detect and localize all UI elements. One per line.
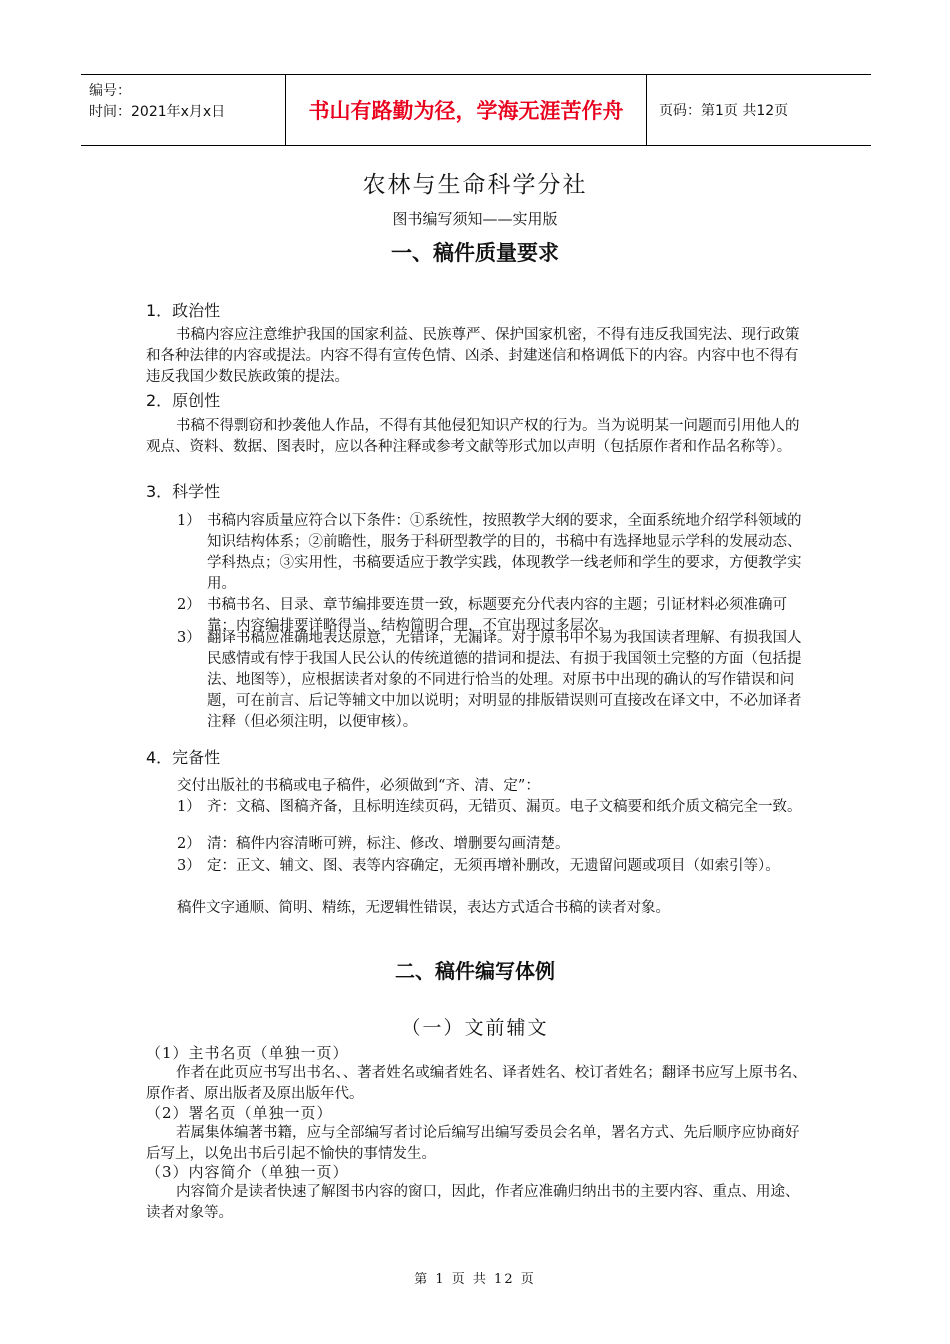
list-item — [177, 628, 811, 733]
list-item-text: 书稿书名、目录、章节编排要连贯一致，标题要充分代表内容的主题；引证材料必须准确可靠；内容编排要详略得当、结构简明合理，不宜出现过多层次。 — [207, 597, 787, 634]
label-signature-page: （2）署名页（单独一页） — [146, 1104, 333, 1122]
header-time: 时间：2021年x月x日 — [89, 104, 226, 120]
list-item — [177, 834, 811, 855]
heading-originality: 2．原创性 — [146, 391, 221, 410]
heading-scientific: 3．科学性 — [146, 482, 221, 501]
list-item-text: 清：稿件内容清晰可辨，标注、修改、增删要勾画清楚。 — [207, 836, 570, 852]
paragraph-signature-page: 若属集体编著书籍，应与全部编写者讨论后编写出编写委员会名单，署名方式、先后顺序应协商好后写上，以免出书后引起不愉快的事情发生。 — [146, 1125, 800, 1162]
paragraph-completeness-intro: 交付出版社的书稿或电子稿件，必须做到“齐、清、定”： — [177, 778, 540, 794]
document-subtitle: 图书编写须知——实用版 — [392, 210, 558, 228]
section-2-heading: 二、稿件编写体例 — [395, 959, 555, 983]
list-item-text: 齐：文稿、图稿齐备，且标明连续页码，无错页、漏页。电子文稿要和纸介质文稿完全一致。 — [207, 799, 802, 815]
list-item-number: 2） — [177, 836, 201, 852]
list-item-text: 翻译书稿应准确地表达原意，无错译，无漏译。对于原书中不易为我国读者理解、有损我国人民感情或有悖于我国人民公认的传统道德的措词和提法、有损于我国领土完整的方面（包括提法、地图等），应根据读者对象的不同进行恰当的处理。对原书中出现的确认的写作错误和问题，可在前言、后记等辅文中加以说明；对明显的排版错误则可直接改在译文中，不必加译者注释（但必须注明，以便审核）。 — [207, 630, 802, 730]
list-item — [177, 797, 811, 818]
paragraph-completeness-outro: 稿件文字通顺、简明、精练，无逻辑性错误，表达方式适合书稿的读者对象。 — [177, 900, 670, 916]
list-item-number: 1） — [177, 799, 201, 815]
list-item-number: 3） — [177, 858, 201, 874]
header-number: 编号： — [89, 83, 131, 99]
header-meta — [81, 75, 286, 145]
header-motto: 书山有路勤为径，学海无涯苦作舟 — [286, 75, 647, 145]
paragraph-title-page: 作者在此页应书写出书名、、著者姓名或编者姓名、译者姓名、校订者姓名；翻译书应写上原书名、原作者、原出版者及原出版年代。 — [146, 1065, 807, 1102]
header-page-info: 页码：第1页 共12页 — [659, 103, 789, 119]
paragraph-summary-page: 内容简介是读者快速了解图书内容的窗口，因此，作者应准确归纳出书的主要内容、重点、用途、读者对象等。 — [146, 1184, 800, 1221]
list-item — [177, 856, 811, 877]
list-item-number: 3） — [177, 630, 201, 646]
paragraph-originality: 书稿不得剽窃和抄袭他人作品，不得有其他侵犯知识产权的行为。当为说明某一问题而引用他人的观点、资料、数据、图表时，应以各种注释或参考文献等形式加以声明（包括原作者和作品名称等）。 — [146, 418, 800, 455]
list-item-number: 2） — [177, 597, 201, 613]
list-item-text: 书稿内容质量应符合以下条件：①系统性，按照教学大纲的要求，全面系统地介绍学科领域的知识结构体系；②前瞻性，服务于科研型教学的目的，书稿中有选择地显示学科的发展动态、学科热点；③实用性，书稿要适应于教学实践，体现教学一线老师和学生的要求，方便教学实用。 — [207, 513, 802, 592]
label-title-page: （1）主书名页（单独一页） — [146, 1044, 349, 1062]
heading-political: 1．政治性 — [146, 301, 221, 320]
document-title: 农林与生命科学分社 — [362, 172, 588, 198]
list-item — [177, 511, 811, 595]
label-summary-page: （3）内容简介（单独一页） — [146, 1163, 349, 1181]
paragraph-political: 书稿内容应注意维护我国的国家利益、民族尊严、保护国家机密，不得有违反我国宪法、现行政策和各种法律的内容或提法。内容不得有宣传色情、凶杀、封建迷信和格调低下的内容。内容中也不得有违反我国少数民族政策的提法。 — [146, 327, 800, 385]
heading-completeness: 4．完备性 — [146, 748, 221, 767]
list-item-text: 定：正文、辅文、图、表等内容确定，无须再增补删改，无遗留问题或项目（如索引等）。 — [207, 858, 780, 874]
page-header — [81, 74, 871, 146]
section-1-heading: 一、稿件质量要求 — [391, 241, 559, 265]
list-item-number: 1） — [177, 513, 201, 529]
subsection-heading: （一）文前辅文 — [401, 1017, 549, 1039]
page-footer: 第 1 页 共 12 页 — [414, 1272, 536, 1287]
